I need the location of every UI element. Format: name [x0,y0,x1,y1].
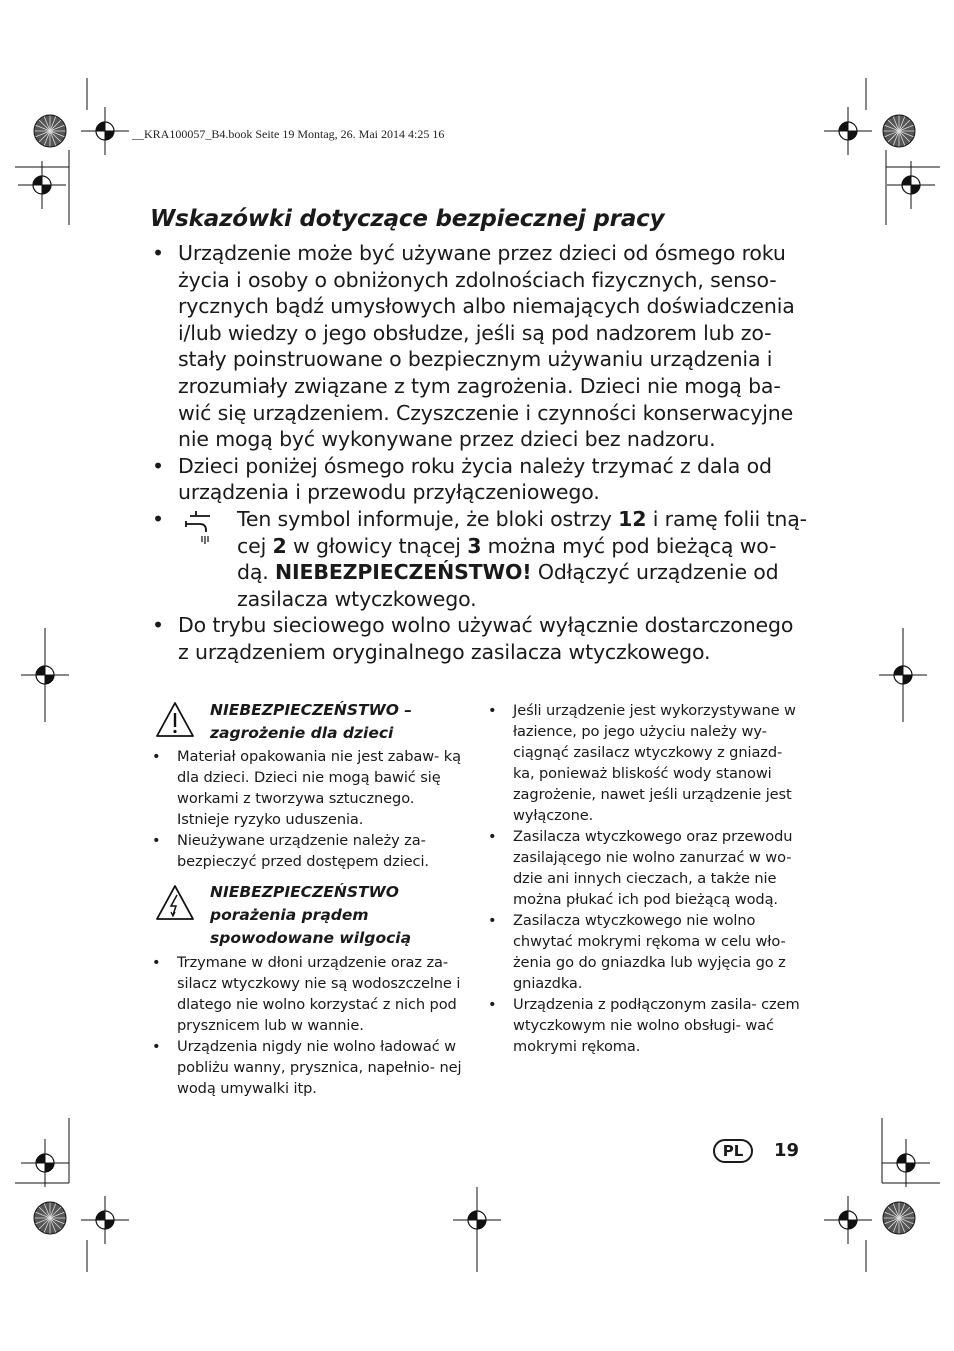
bullet: • [152,613,164,638]
list-item: • Urządzenie może być używane przez dzieci od ósmego roku życia i osoby o obniżonych zdolnościach fizycznych, senso- rycznych bądź umysłowych albo niemających doświadczenia i/lub wiedzy o jego obsłudze, jeśli są pod nadzorem lub zo- stały poinstruowane o bezpiecznym używaniu urządzenia i zrozumiały związane z tym zagrożenia. Dzieci nie mogą ba- wić się urządzeniem. Czyszczenie i czynności konserwacyjne nie mogą być wykonywane przez dzieci bez nadzoru. [152,241,795,452]
language-badge: PL [713,1139,753,1163]
list-item: • Urządzenia nigdy nie wolno ładować w pobliżu wanny, prysznica, napełnio- nej wodą umywalki itp. [152,1038,462,1097]
bullet: • [152,241,164,265]
list-item: • Materiał opakowania nie jest zabaw- ką dla dzieci. Dzieci nie mogą bawić się workami z tworzywa sztucznego. Istnieje ryzyko uduszenia. [152,748,461,828]
list-item: • Do trybu sieciowego wolno używać wyłącznie dostarczonego z urządzeniem oryginalnego zasilacza wtyczkowego. [152,613,794,664]
list-item-water-symbol: • Ten symbol informuje, że bloki ostrzy 12 i ramę folii tną- cej 2 w głowicy tnącej 3 można myć pod bieżącą wo- dą. NIEBEZPIECZEŃSTWO! Odłączyć urządzenie od zasilacza wtyczkowego. [152,506,807,611]
page-number: 19 [774,1140,800,1161]
faucet-water-icon [180,508,220,552]
right-column-list [486,700,808,1057]
warning-children-list [150,746,470,872]
page-title: Wskazówki dotyczące bezpiecznej pracy [150,206,665,232]
main-safety-list [150,240,810,666]
electric-shock-warning-icon [155,884,195,922]
list-item: • Nieużywane urządzenie należy za- bezpieczyć przed dostępem dzieci. [152,832,429,870]
list-item: • Zasilacza wtyczkowego nie wolno chwytać mokrymi rękoma w celu wło- żenia go do gniazdka lub wyjęcia go z gniazdka. [488,912,786,992]
warning-title-shock: NIEBEZPIECZEŃSTWO porażenia prądem spowodowane wilgocią [210,883,412,947]
list-item: • Zasilacza wtyczkowego oraz przewodu zasilającego nie wolno zanurzać w wo- dzie ani innych cieczach, a także nie można płukać ich pod bieżącą wodą. [488,828,793,908]
list-item: • Dzieci poniżej ósmego roku życia należy trzymać z dala od urządzenia i przewodu przyłączeniowego. [152,453,772,505]
bullet: • [152,506,164,531]
bullet: • [152,453,164,478]
warning-triangle-icon [155,701,195,739]
list-item: • Jeśli urządzenie jest wykorzystywane w łazience, po jego użyciu należy wy- ciągnąć zasilacz wtyczkowy z gniazd- ka, ponieważ bliskość wody stanowi zagrożenie, nawet jeśli urządzenie jest wyłączone. [488,702,796,824]
warning-title-children: NIEBEZPIECZEŃSTWO – zagrożenie dla dzieci [210,701,413,742]
list-item: • Trzymane w dłoni urządzenie oraz za- silacz wtyczkowy nie są wodoszczelne i dlatego nie wolno korzystać z nich pod prysznicem lub w wannie. [152,954,461,1034]
print-file-info: __KRA100057_B4.book Seite 19 Montag, 26. Mai 2014 4:25 16 [132,127,445,141]
danger-label: NIEBEZPIECZEŃSTWO! [275,560,532,585]
warning-shock-list [150,952,470,1099]
list-item: • Urządzenia z podłączonym zasila- czem wtyczkowym nie wolno obsługi- wać mokrymi rękoma. [488,996,800,1055]
